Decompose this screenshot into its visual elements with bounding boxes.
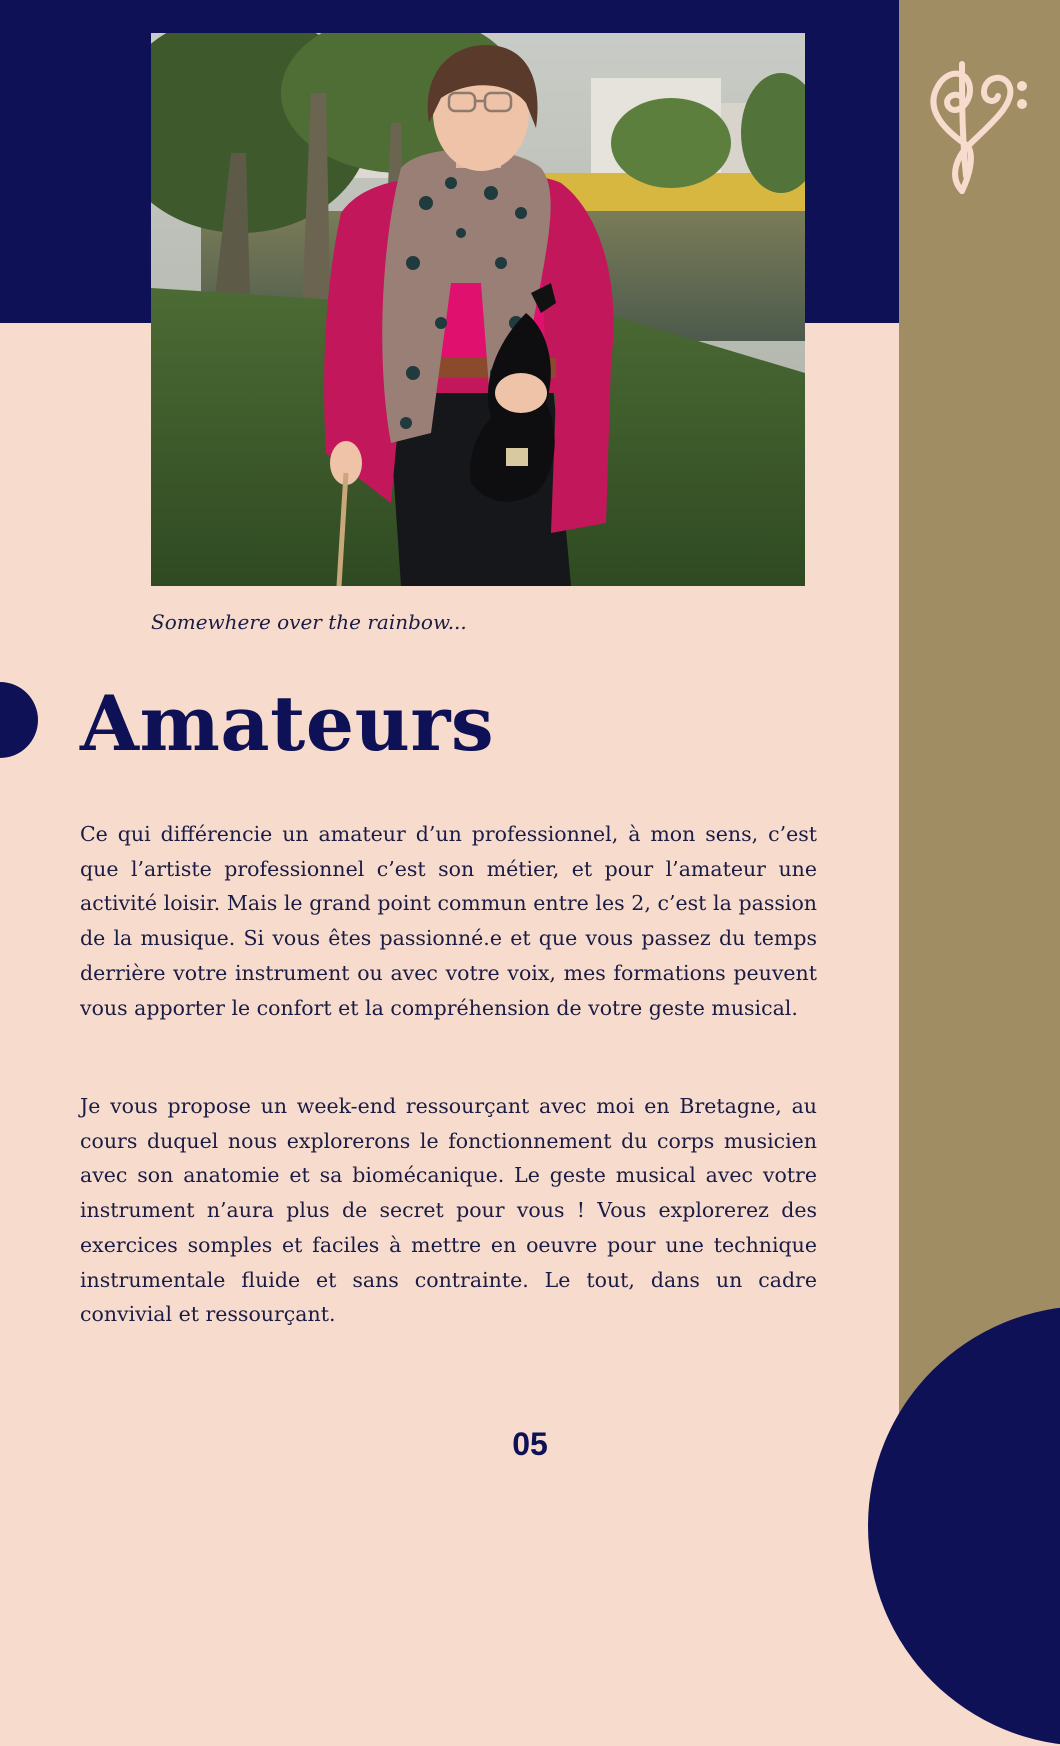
section-title: Amateurs [80,679,495,768]
treble-bass-clef-heart-icon [918,56,1036,196]
page-number: 05 [512,1426,548,1462]
corner-navy-circle [868,1306,1060,1746]
paragraph-2: Je vous propose un week-end ressourçant avec moi en Bretagne, au cours duquel nous explorerons le fonctionnement du corps musicien avec son anatomie et sa biomécanique. Le geste musical avec votre instrument n’aura plus de secret pour vous ! Vous explorerez des exercices somples et faciles à mettre en oeuvre pour une technique instrumentale fluide et sans contrainte. Le tout, dans un cadre convivial et ressourçant. [80,1094,817,1327]
right-gold-strip [899,0,1060,1500]
musician-photo [151,33,805,586]
section-bullet [0,682,38,758]
paragraph-1: Ce qui différencie un amateur d’un professionnel, à mon sens, c’est que l’artiste professionnel c’est son métier, et pour l’amateur une activité loisir. Mais le grand point commun entre les 2, c’est la passion de la musique. Si vous êtes passionné.e et que vous passez du temps derrière votre instrument ou avec votre voix, mes formations peuvent vous apporter le confort et la compréhension de votre geste musical. [80,822,817,1020]
photo-caption: Somewhere over the rainbow... [151,610,467,634]
